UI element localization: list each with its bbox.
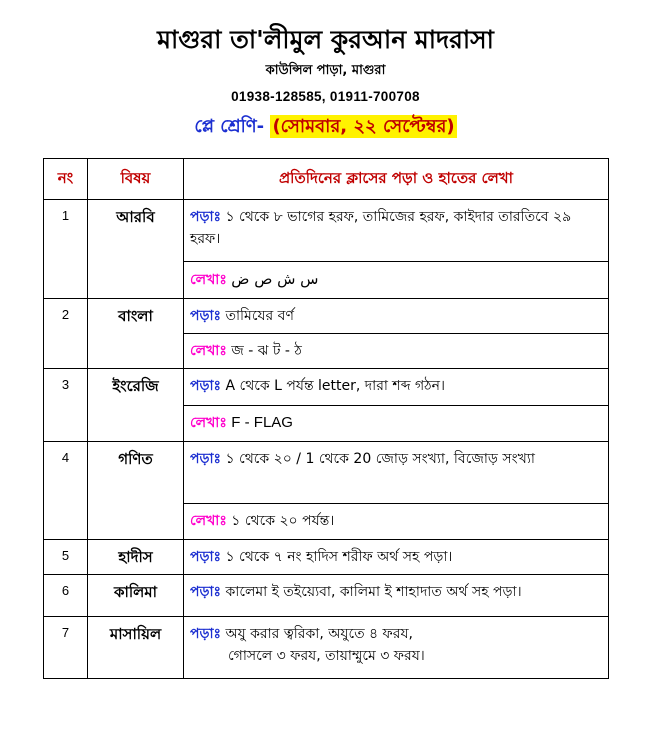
row-number: 6: [44, 575, 88, 617]
read-text: ১ থেকে ৮ ভাগের হরফ, তামিজের হরফ, কাইদার তারতিবে ২৯ হরফ।: [190, 209, 572, 247]
write-cell: [184, 504, 609, 540]
read-label: পড়াঃ: [190, 308, 222, 324]
read-cell: [184, 369, 609, 406]
write-label: লেখাঃ: [190, 415, 227, 431]
row-number: 5: [44, 540, 88, 575]
document-header: [0, 22, 651, 142]
write-cell: [184, 262, 609, 299]
write-cell: [184, 334, 609, 369]
write-text: ১ থেকে ২০ পর্যন্ত।: [231, 513, 335, 529]
row-number: 1: [44, 200, 88, 299]
read-label: পড়াঃ: [190, 549, 222, 565]
row-subject: গণিত: [88, 442, 184, 540]
row-number: 7: [44, 617, 88, 679]
read-cell: [184, 299, 609, 334]
read-cell: [184, 617, 609, 679]
row-subject: মাসায়িল: [88, 617, 184, 679]
table-row: [44, 299, 609, 334]
row-subject: আরবি: [88, 200, 184, 299]
read-cell: [184, 442, 609, 504]
table-row: [44, 369, 609, 406]
read-text: ১ থেকে ৭ নং হাদিস শরীফ অর্থ সহ পড়া।: [225, 549, 453, 565]
write-text: س ش ص ض: [231, 270, 319, 288]
read-label: পড়াঃ: [190, 584, 222, 600]
write-text: জ - ঝ ট - ঠ: [231, 343, 302, 359]
table-row: [44, 442, 609, 504]
school-address: কাউন্সিল পাড়া, মাগুরা: [265, 63, 386, 78]
row-subject: বাংলা: [88, 299, 184, 369]
read-label: পড়াঃ: [190, 209, 222, 225]
table-row: [44, 540, 609, 575]
write-cell: [184, 406, 609, 442]
routine-table: [43, 158, 609, 679]
read-label: পড়াঃ: [190, 626, 222, 642]
class-name: প্লে শ্রেণি-: [194, 116, 265, 137]
table-header-row: [44, 159, 609, 200]
header-no: নং: [44, 159, 88, 200]
header-subject: বিষয়: [88, 159, 184, 200]
read-text: A থেকে L পর্যন্ত letter, দারা শব্দ গঠন।: [225, 378, 446, 394]
read-text: কালেমা ই তইয়্যেবা, কালিমা ই শাহাদাত অর্থ সহ পড়া।: [225, 584, 522, 600]
row-subject: ইংরেজি: [88, 369, 184, 442]
row-number: 4: [44, 442, 88, 540]
write-label: লেখাঃ: [190, 343, 227, 359]
table-row: [44, 575, 609, 617]
header-content: প্রতিদিনের ক্লাসের পড়া ও হাতের লেখা: [184, 159, 609, 200]
read-label: পড়াঃ: [190, 378, 222, 394]
read-cell: [184, 540, 609, 575]
table-row: [44, 617, 609, 679]
write-label: লেখাঃ: [190, 272, 227, 288]
read-text: তামিযের বর্ণ: [225, 308, 294, 324]
row-subject: কালিমা: [88, 575, 184, 617]
write-label: লেখাঃ: [190, 513, 227, 529]
class-line: [0, 112, 651, 142]
read-cell: [184, 200, 609, 262]
row-number: 3: [44, 369, 88, 442]
read-text: অযু করার ত্বরিকা, অযুতে ৪ ফরয,: [225, 626, 414, 642]
school-name: মাগুরা তা'লীমুল কুরআন মাদরাসা: [157, 25, 494, 54]
row-subject: হাদীস: [88, 540, 184, 575]
phone-numbers: 01938-128585, 01911-700708: [231, 89, 420, 104]
read-text: ১ থেকে ২০ / 1 থেকে 20 জোড় সংখ্যা, বিজোড় সংখ্যা: [225, 451, 535, 467]
table-row: [44, 200, 609, 262]
read-cell: [184, 575, 609, 617]
read-text-line2: গোসলে ৩ ফরয, তায়াম্মুমে ৩ ফরয।: [228, 648, 425, 664]
class-date: (সোমবার, ২২ সেপ্টেম্বর): [272, 116, 455, 137]
read-label: পড়াঃ: [190, 451, 222, 467]
row-number: 2: [44, 299, 88, 369]
write-text: F - FLAG: [231, 414, 293, 431]
